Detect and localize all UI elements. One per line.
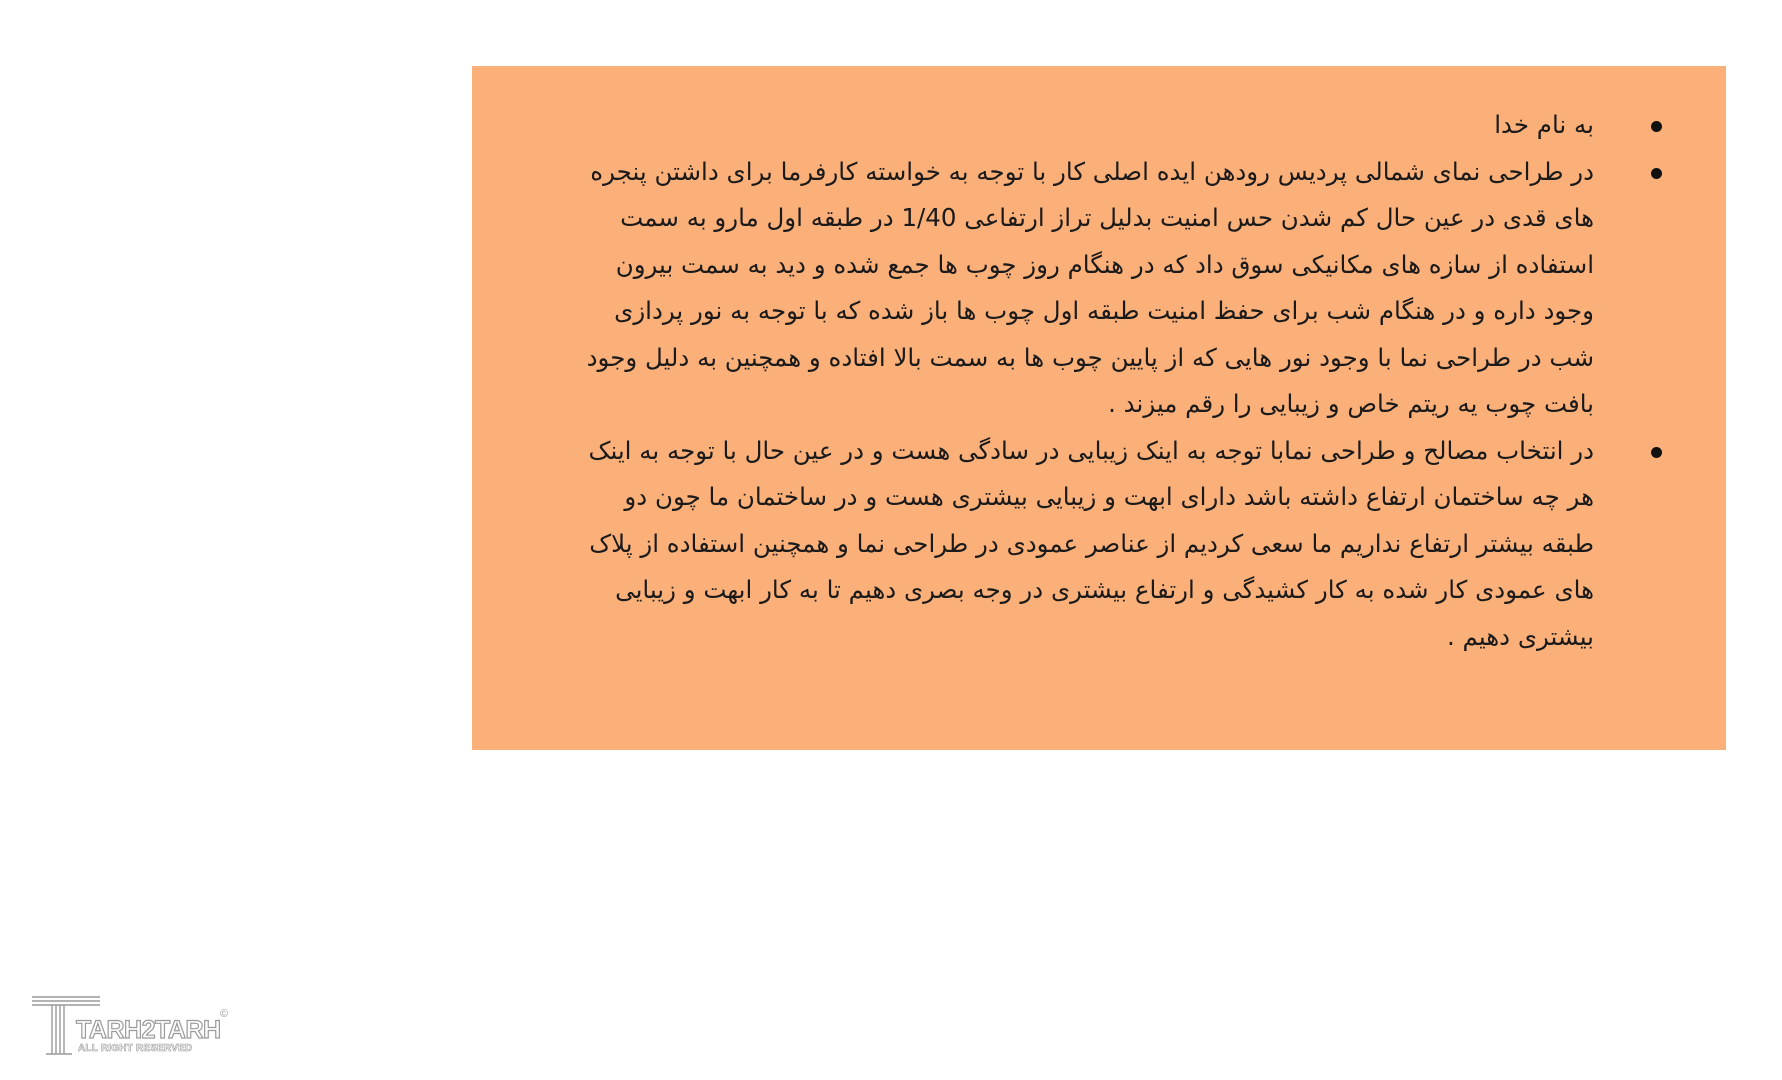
list-item: [572, 428, 1604, 661]
list-item-text: در انتخاب مصالح و طراحی نمابا توجه به اینک زیبایی در سادگی هست و در عین حال با توجه به اینک هر چه ساختمان ارتفاع داشته باشد دارای ابهت و زیبایی بیشتری هست و در ساختمان ما چون دو طبقه بیشتر ارتفاع نداریم ما سعی کردیم از عناصر عمودی در طراحی نما و همچنین استفاده از پلاک های عمودی کار شده به کار کشیدگی و ارتفاع بیشتری در وجه بصری دهیم تا به کار ابهت و زیبایی بیشتری دهیم .: [588, 435, 1594, 651]
bullet-dot-icon: [1651, 168, 1662, 179]
bullet-dot-icon: [1651, 447, 1662, 458]
list-item-text: به نام خدا: [1494, 110, 1594, 139]
list-item: [572, 149, 1604, 428]
watermark-logo: [30, 994, 240, 1060]
logo-name: TARH2TARH: [76, 1016, 221, 1044]
list-item: [572, 102, 1604, 149]
logo-tagline: ALL RIGHT RESERVED: [78, 1043, 193, 1054]
content-box: [472, 66, 1726, 750]
bullet-dot-icon: [1651, 121, 1662, 132]
list-item-text: در طراحی نمای شمالی پردیس رودهن ایده اصلی کار با توجه به خواسته کارفرما برای داشتن پنجره های قدی در عین حال کم شدن حس امنیت بدلیل تراز ارتفاعی 1/40 در طبقه اول مارو به سمت استفاده از سازه های مکانیکی سوق داد که در هنگام روز چوب ها جمع شده و دید به سمت بیرون وجود داره و در هنگام شب برای حفظ امنیت طبقه اول چوب ها باز شده که با توجه به نور پردازی شب در طراحی نما با وجود نور هایی که از پایین چوب ها به سمت بالا افتاده و همچنین به دلیل وجود بافت چوب یه ریتم خاص و زیبایی را رقم میزند .: [586, 156, 1594, 418]
bullet-list: [572, 102, 1626, 660]
registered-mark: ©: [220, 1008, 229, 1020]
